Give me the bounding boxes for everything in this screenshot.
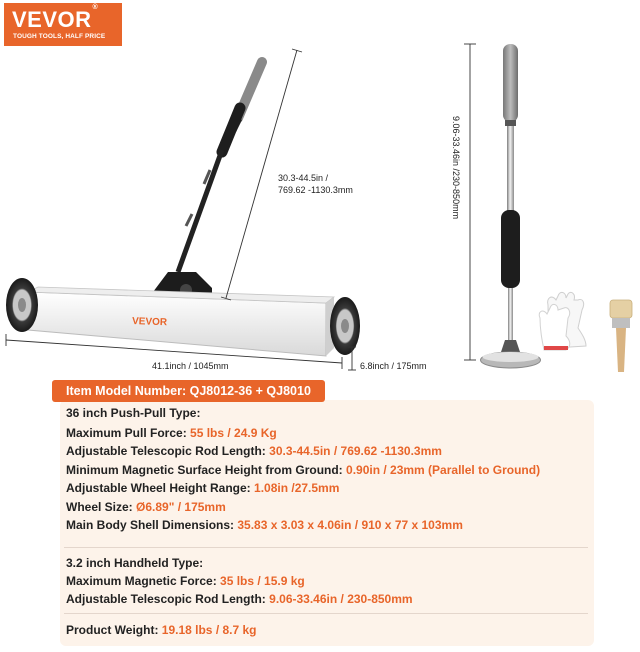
spec-row-magnetic-force: Maximum Magnetic Force: 35 lbs / 15.9 kg <box>66 574 305 588</box>
left-wheel <box>6 278 38 332</box>
spec-row-handheld-rod: Adjustable Telescopic Rod Length: 9.06-33.46in / 230-850mm <box>66 592 413 606</box>
work-gloves-icon <box>539 292 586 350</box>
spec-row-surface-height: Minimum Magnetic Surface Height from Ground: 0.90in / 23mm (Parallel to Ground) <box>66 463 541 477</box>
spec-row-wheel-size: Wheel Size: Ø6.89" / 175mm <box>66 500 226 514</box>
item-model-header: Item Model Number: QJ8012-36 + QJ8010 <box>52 380 325 402</box>
spec-row-wheel-height: Adjustable Wheel Height Range: 1.08in /27.5mm <box>66 481 340 495</box>
section-divider <box>64 547 588 548</box>
telescopic-handle <box>178 62 262 272</box>
spec-row-rod-length: Adjustable Telescopic Rod Length: 30.3-44.5in / 769.62 -1130.3mm <box>66 444 442 458</box>
handheld-length-dimension: 9.06-33.46in /230-850mm <box>451 116 461 220</box>
handheld-title: 3.2 inch Handheld Type: <box>66 556 204 570</box>
logo-brand: VEVOR® <box>12 3 99 32</box>
right-wheel <box>330 297 360 355</box>
push-pull-sweeper <box>6 62 360 356</box>
section-divider <box>64 613 588 614</box>
handheld-magnetic-pickup <box>481 44 541 368</box>
paint-brush-icon <box>610 300 632 372</box>
spec-row-body-dimensions: Main Body Shell Dimensions: 35.83 x 3.03 x 4.06in / 910 x 77 x 103mm <box>66 518 463 532</box>
rod-length-imperial: 30.3-44.5in / <box>278 173 329 183</box>
rod-length-dimension <box>278 172 353 196</box>
sweeper-body-brand: VEVOR <box>131 316 168 329</box>
push-pull-title: 36 inch Push-Pull Type: <box>66 406 201 420</box>
spec-row-pull-force: Maximum Pull Force: 55 lbs / 24.9 Kg <box>66 426 277 440</box>
depth-dimension: 6.8inch / 175mm <box>360 361 427 371</box>
rod-length-metric: 769.62 -1130.3mm <box>278 185 353 195</box>
logo-tagline: TOUGH TOOLS, HALF PRICE <box>13 33 106 40</box>
sweeper-main-body <box>28 287 334 356</box>
width-dimension: 41.1inch / 1045mm <box>152 361 229 371</box>
spec-row-product-weight: Product Weight: 19.18 lbs / 8.7 kg <box>66 623 257 637</box>
